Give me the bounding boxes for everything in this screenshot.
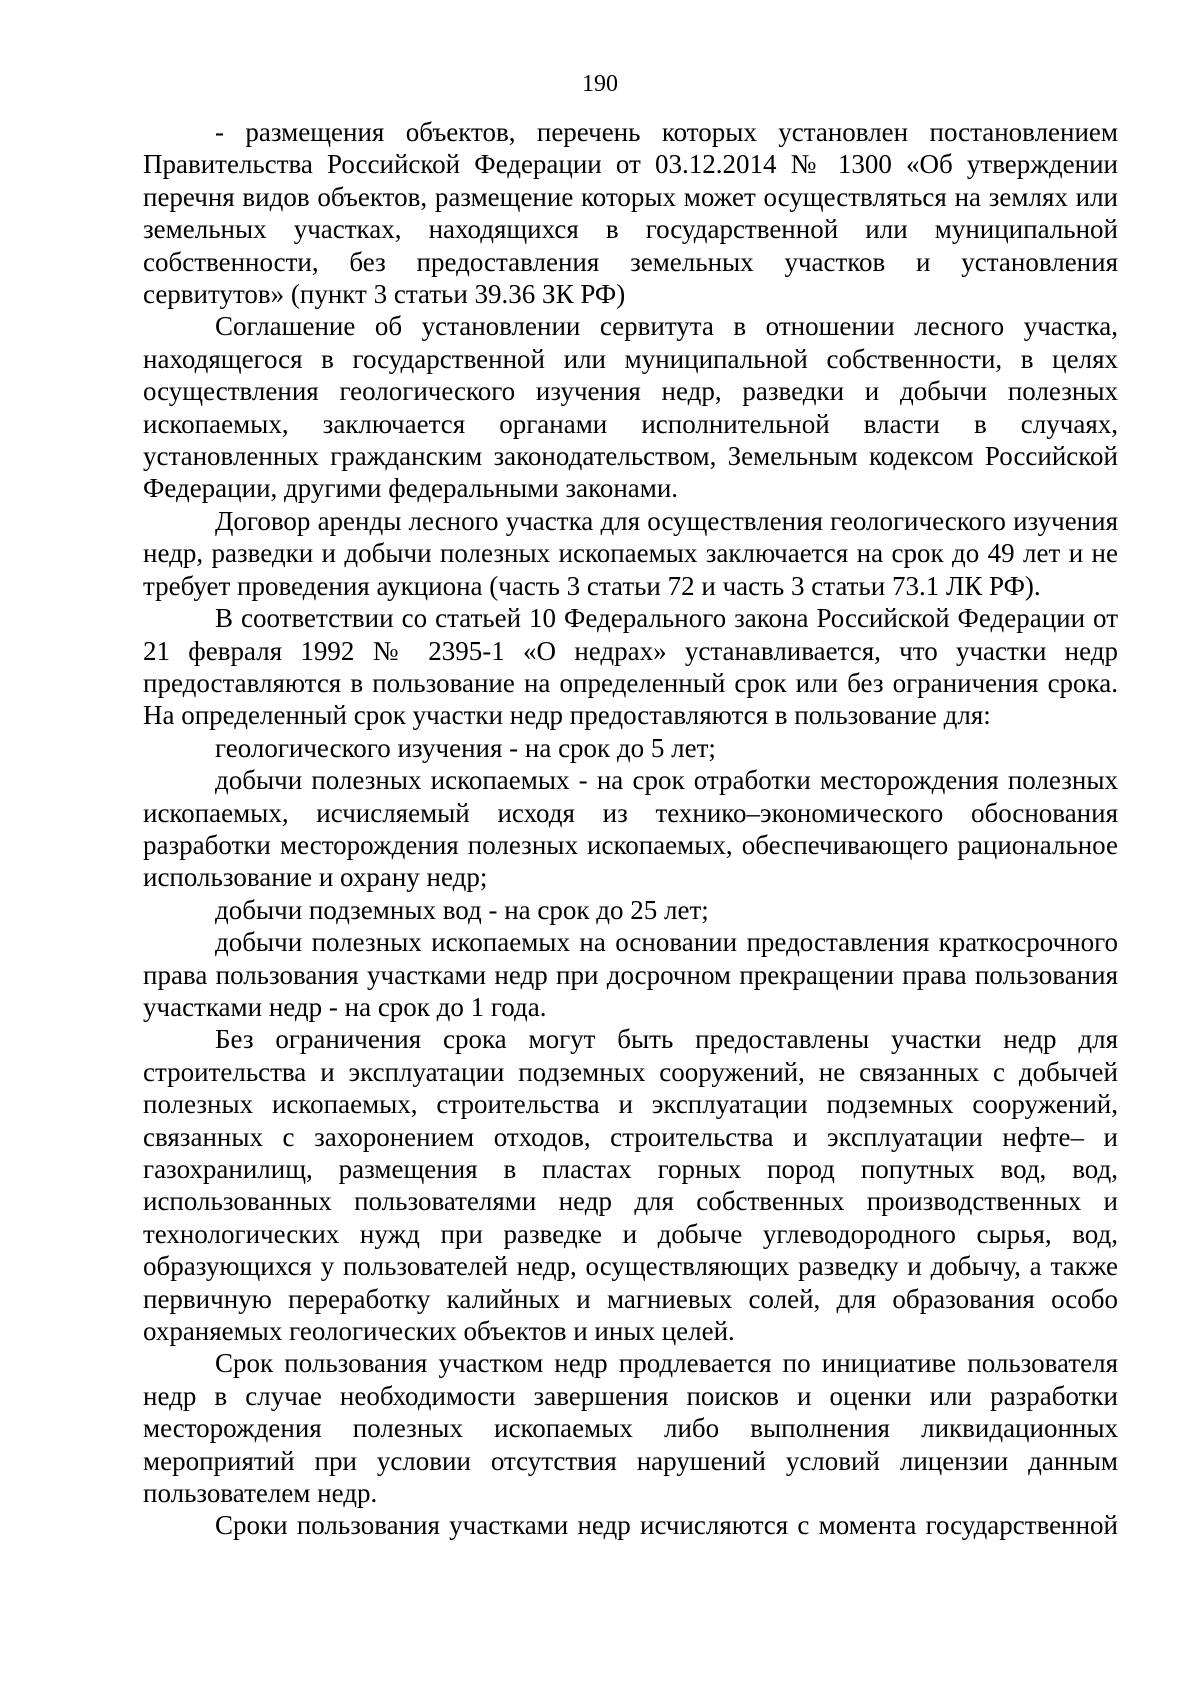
paragraph-lease-agreement: Договор аренды лесного участка для осуществления геологического изучения недр, разведки и добычи полезных ископаемых заключается на срок до 49 лет и не требует проведения аукциона (часть 3 статьи 72 и часть 3 статьи 73.1 ЛК РФ). (143, 505, 1118, 601)
paragraph-term-extension: Срок пользования участком недр продлевается по инициативе пользователя недр в случае необходимости завершения поисков и оценки или разработки месторождения полезных ископаемых либо выполнения ликвидационных мероприятий при условии отсутствия нарушений условий лицензии данным пользователем недр. (143, 1348, 1118, 1509)
paragraph-subsoil-law: В соответствии со статьей 10 Федерального закона Российской Федерации от 21 февраля 1992 № 2395-1 «О недрах» устанавливается, что участки недр предоставляются в пользование на определенный срок или без ограничения срока. На определенный срок участки недр предоставляются в пользование для: (143, 603, 1118, 731)
paragraph-servitude-agreement: Соглашение об установлении сервитута в отношении лесного участка, находящегося в государственной или муниципальной собственности, в целях осуществления геологического изучения недр, разведки и добычи полезных ископаемых, заключается органами исполнительной власти в случаях, установленных гражданским законодательством, Земельным кодексом Российской Федерации, другими федеральными законами. (143, 311, 1118, 504)
paragraph-unlimited-term: Без ограничения срока могут быть предоставлены участки недр для строительства и эксплуатации подземных сооружений, не связанных с добычей полезных ископаемых, строительства и эксплуатации подземных сооружений, связанных с захоронением отходов, строительства и эксплуатации нефте– и газохранилищ, размещения в пластах горных пород попутных вод, вод, использованных пользователями недр для собственных производственных и технологических нужд при разведке и добыче углеводородного сырья, вод, образующихся у пользователей недр, осуществляющих разведку и добычу, а также первичную переработку калийных и магниевых солей, для образования особо охраняемых геологических объектов и иных целей. (143, 1024, 1118, 1347)
paragraph-term-mineral-extraction: добычи полезных ископаемых - на срок отработки месторождения полезных ископаемых, исчисляемый исходя из технико–экономического обоснования разработки месторождения полезных ископаемых, обеспечивающего рациональное использование и охрану недр; (143, 765, 1118, 893)
document-body (143, 116, 1118, 1542)
paragraph-term-groundwater: добычи подземных вод - на срок до 25 лет; (215, 894, 709, 925)
paragraph-placement-objects: - размещения объектов, перечень которых установлен постановлением Правительства Российской Федерации от 03.12.2014 № 1300 «Об утверждении перечня видов объектов, размещение которых может осуществляться на землях или земельных участках, находящихся в государственной или муниципальной собственности, без предоставления земельных участков и установления сервитутов» (пункт 3 статьи 39.36 ЗК РФ) (143, 117, 1118, 310)
paragraph-term-calculation: Сроки пользования участками недр исчисляются с момента государственной (215, 1510, 1118, 1541)
paragraph-term-short-term-right: добычи полезных ископаемых на основании предоставления краткосрочного права пользования участками недр при досрочном прекращении права пользования участками недр - на срок до 1 года. (143, 927, 1118, 1022)
page-number: 190 (582, 71, 618, 97)
paragraph-term-geological-study: геологического изучения - на срок до 5 лет; (215, 732, 716, 763)
